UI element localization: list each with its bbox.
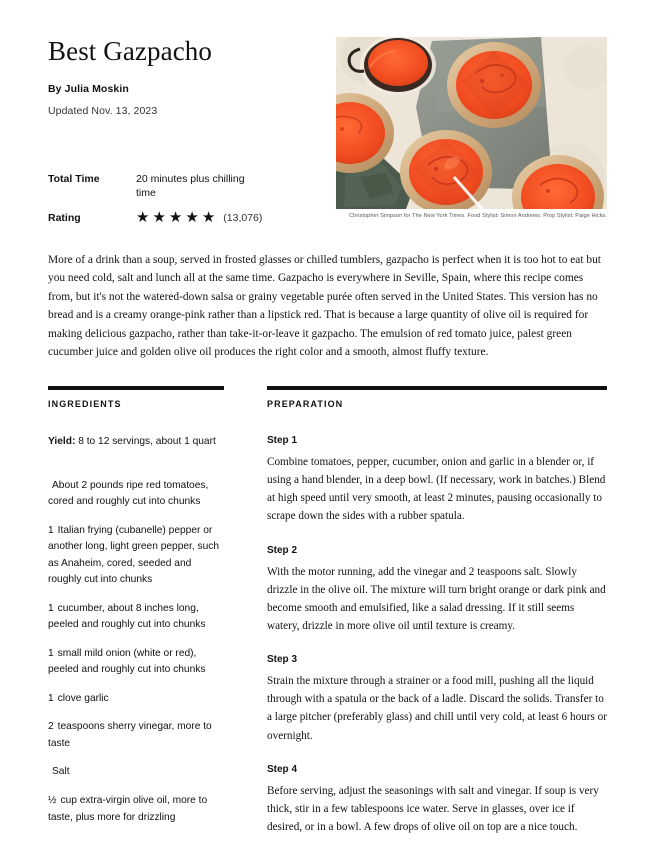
author-byline: By Julia Moskin — [48, 83, 129, 96]
star-icon[interactable]: ★ — [201, 209, 216, 227]
recipe-intro: More of a drink than a soup, served in frosted glasses or chilled tumblers, gazpacho is perfect when it is too hot to eat but you need cold, salt and lunch all at the same time. Gazpacho is everywhere in Seville, Spain, where this recipe comes from, but it's not the watered-down salsa or grainy vegetable purée often served in the United States. This version has no bread and is a creamy orange-pink rather than a lipstick red. That is because a large quantity of olive oil is required for making delicious gazpacho, rather than take-it-or-leave it gazpacho. The emulsion of red tomato juice, palest green cucumber juice and golden olive oil produces the right color and a smooth, almost fluffy texture. — [48, 254, 601, 359]
step-label: Step 3 — [267, 654, 298, 666]
star-icon[interactable]: ★ — [152, 209, 166, 227]
list-item — [48, 691, 224, 708]
total-time-row — [48, 172, 338, 200]
ingredient-qty: 1 — [48, 524, 54, 536]
yield-row — [48, 435, 224, 450]
recipe-hero-image — [336, 37, 607, 209]
star-icon[interactable]: ★ — [185, 209, 199, 227]
list-item — [48, 601, 224, 634]
ingredient-qty: ½ — [48, 795, 57, 806]
ingredient-qty: 2 — [48, 721, 54, 733]
preparation-section — [267, 386, 607, 855]
rating-label: Rating — [48, 211, 81, 224]
article-header — [48, 36, 328, 117]
ingredient-text: teaspoons sherry vinegar, more to taste — [48, 721, 212, 749]
ingredient-text: About 2 pounds ripe red tomatoes, cored and roughly cut into chunks — [48, 479, 209, 508]
step-text: Strain the mixture through a strainer or a food mill, pushing all the liquid through with a spatula or the back of a ladle. Discard the solids. Transfer to a large pitcher (preferably glass) and chill until very cold, at least 6 hours or overnight. — [267, 675, 607, 742]
ingredient-qty: 1 — [48, 692, 54, 704]
ingredient-text: cup extra-virgin olive oil, more to taste, plus more for drizzling — [48, 795, 208, 823]
bowl-top-right — [447, 42, 541, 128]
preparation-step — [267, 545, 607, 636]
yield-label: Yield: — [48, 436, 76, 447]
ingredient-text: small mild onion (white or red), peeled and roughly cut into chunks — [48, 647, 206, 676]
list-item — [48, 764, 224, 781]
hero-caption: Christopher Simpson for The New York Times. Food Stylist: Simon Andrews. Prop Stylist: Paige Hicks. — [349, 213, 607, 219]
step-label: Step 1 — [267, 435, 298, 446]
list-item — [48, 793, 224, 826]
ingredient-text: cucumber, about 8 inches long, peeled and roughly cut into chunks — [48, 602, 206, 631]
ingredient-text: Italian frying (cubanelle) pepper or another long, light green pepper, such as Anaheim, cored, seeded and roughly cut into chunks — [48, 524, 220, 586]
ingredients-section — [48, 386, 224, 838]
list-item — [48, 478, 224, 511]
star-icon[interactable]: ★ — [136, 209, 150, 227]
ingredient-text: clove garlic — [57, 692, 109, 704]
recipe-meta — [48, 172, 338, 235]
rating-stars[interactable] — [136, 210, 215, 225]
gazpacho-photo — [336, 37, 607, 209]
step-text: Combine tomatoes, pepper, cucumber, onion and garlic in a blender or, if using a hand blender, in a deep bowl. (If necessary, work in batches.) Blend at high speed until very smooth, at least 2 minutes, pausing occasionally to scrape down the sides with a rubber spatula. — [267, 456, 606, 523]
updated-date: Updated Nov. 13, 2023 — [48, 105, 158, 118]
ingredient-qty: 1 — [48, 647, 54, 659]
list-item — [48, 719, 224, 752]
page-title: Best Gazpacho — [48, 36, 212, 66]
section-divider — [48, 386, 224, 390]
preparation-step — [267, 764, 607, 836]
ingredients-list — [48, 478, 224, 826]
total-time-label: Total Time — [48, 173, 100, 185]
ingredient-text: Salt — [52, 766, 70, 778]
rating-row — [48, 210, 338, 225]
total-time-value: 20 minutes plus chilling time — [136, 173, 245, 200]
preparation-step — [267, 654, 607, 745]
step-text: With the motor running, add the vinegar and 2 teaspoons salt. Slowly drizzle in the olive oil. The mixture will turn bright orange or dark pink and become smooth and emulsified, like a salad dressing. If it still seems watery, drizzle in more olive oil until texture is creamy. — [267, 565, 606, 632]
step-label: Step 2 — [267, 544, 298, 556]
list-item — [48, 523, 224, 589]
section-divider — [267, 386, 607, 390]
preparation-step — [267, 435, 607, 526]
step-text: Before serving, adjust the seasonings with salt and vinegar. If soup is very thick, stir in a few tablespoons ice water. Serve in glasses, over ice if desired, or in a bowl. A few drops of olive oil on top are a nice touch. — [267, 784, 599, 833]
ingredients-heading: INGREDIENTS — [48, 399, 122, 409]
preparation-heading: PREPARATION — [267, 399, 344, 409]
star-icon[interactable]: ★ — [168, 209, 183, 227]
rating-count: (13,076) — [223, 211, 263, 224]
yield-value: 8 to 12 servings, about 1 quart — [78, 436, 216, 447]
list-item — [48, 646, 224, 679]
step-label: Step 4 — [267, 763, 298, 775]
ingredient-qty: 1 — [48, 602, 54, 614]
